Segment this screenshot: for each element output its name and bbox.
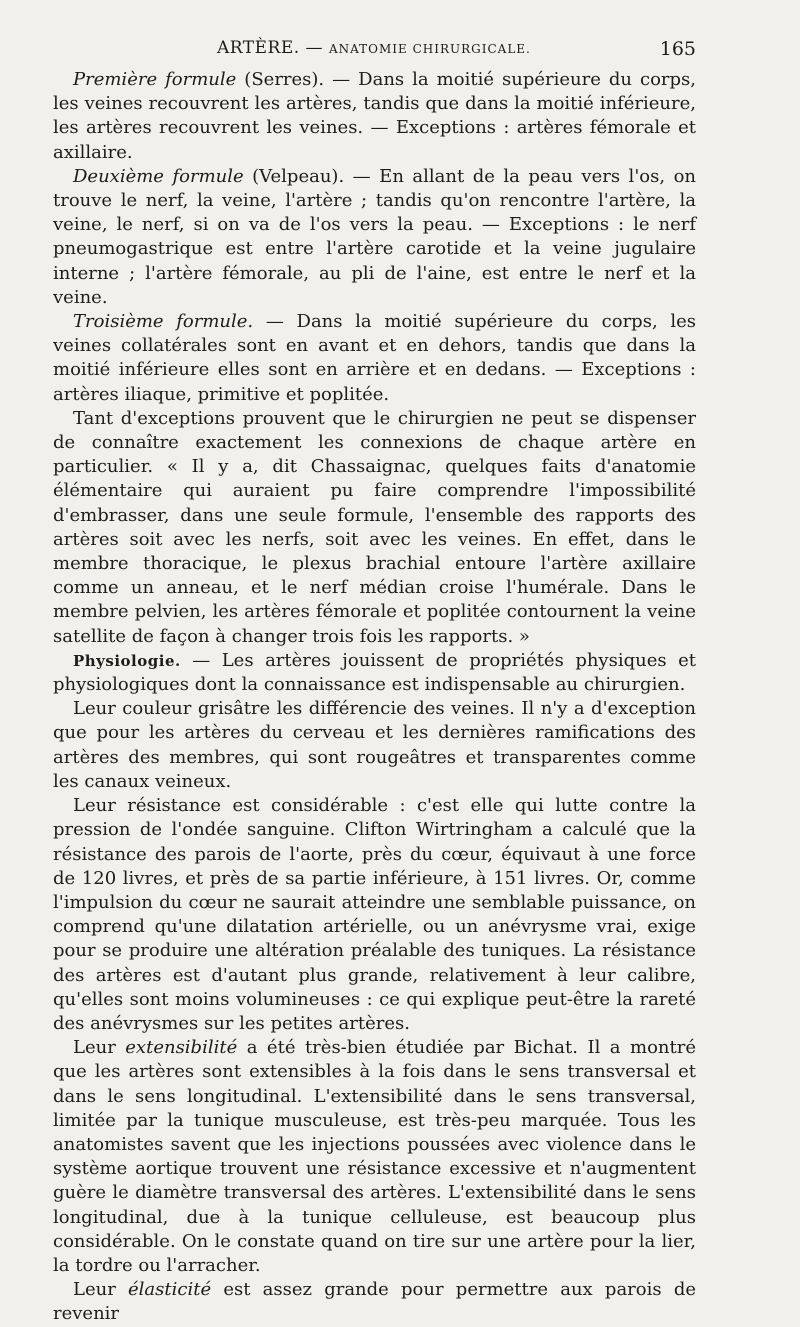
paragraph-deuxieme-formule: Deuxième formule (Velpeau). — En allant de la peau vers l'os, on trouve le nerf, la veine, l'artère ; tandis qu'on rencontre l'artère, la veine, le nerf, si on va de l'os vers la peau. — Exceptions : le nerf pneumogastrique est entre l'artère carotide et la veine jugulaire interne ; l'artère fémorale, au pli de l'aine, est entre le nerf et la veine. xyxy=(53,165,696,308)
paragraph-resistance: Leur résistance est considérable : c'est elle qui lutte contre la pression de l'ondée sanguine. Clifton Wirtringham a calculé que la résistance des parois de l'aorte, près du cœur, équivaut à une force de 120 livres, et près de sa partie inférieure, à 151 livres. Or, comme l'impulsion du cœur ne saurait atteindre une semblable puissance, on comprend qu'une dilatation artérielle, ou un anévrysme vrai, exige pour se produire une altération préalable des tuniques. La résistance des artères est d'autant plus grande, relativement à leur calibre, qu'elles sont moins volumineuses : ce qui explique peut-être la rareté des anévrysmes sur les petites artères. xyxy=(53,795,696,1034)
page-number: 165 xyxy=(659,38,696,60)
running-header xyxy=(53,38,696,68)
paragraph-premiere-formule: Première formule (Serres). — Dans la moitié supérieure du corps, les veines recouvrent les artères, tandis que dans la moitié inférieure, les artères recouvrent les veines. — Exceptions : artères fémorale et axillaire. xyxy=(53,69,696,163)
paragraph-extensibilite: Leur extensibilité a été très-bien étudiée par Bichat. Il a montré que les artères sont extensibles à la fois dans le sens transversal et dans le sens longitudinal. L'extensibilité dans le sens transversal, limitée par la tunique musculeuse, est très-peu marquée. Tous les anatomistes savent que les injections poussées avec violence dans le système aortique trouvent une résistance excessive et n'augmentent guère le diamètre transversal des artères. L'extensibilité dans le sens longitudinal, due à la tunique celluleuse, est beaucoup plus considérable. On le constate quand on tire sur une artère pour la lier, la tordre ou l'arracher. xyxy=(53,1037,696,1276)
running-title: ARTÈRE. — ANATOMIE CHIRURGICALE. xyxy=(217,38,531,58)
paragraph-physiologie: Physiologie. — Les artères jouissent de propriétés physiques et physiologiques dont la connaissance est indispensable au chirurgien. xyxy=(53,649,696,696)
paragraph-elasticite: Leur élasticité est assez grande pour permettre aux parois de revenir xyxy=(53,1279,696,1325)
paragraph-exceptions: Tant d'exceptions prouvent que le chirurgien ne peut se dispenser de connaître exactement les connexions de chaque artère en particulier. « Il y a, dit Chassaignac, quelques faits d'anatomie élémentaire qui auraient pu faire comprendre l'impossibilité d'embrasser, dans une seule formule, l'ensemble des rapports des artères soit avec les nerfs, soit avec les veines. En effet, dans le membre thoracique, le plexus brachial entoure l'artère axillaire comme un anneau, et le nerf médian croise l'humérale. Dans le membre pelvien, les artères fémorale et poplitée contournent la veine satellite de façon à changer trois fois les rapports. » xyxy=(53,407,696,647)
paragraph-troisieme-formule: Troisième formule. — Dans la moitié supérieure du corps, les veines collatérales sont en avant et en dehors, tandis que dans la moitié inférieure elles sont en arrière et en dedans. — Exceptions : artères iliaque, primitive et poplitée. xyxy=(53,311,696,405)
paragraph-couleur: Leur couleur grisâtre les différencie des veines. Il n'y a d'exception que pour les artères du cerveau et les dernières ramifications des artères des membres, qui sont rougeâtres et transparentes comme les canaux veineux. xyxy=(53,698,696,792)
page-body xyxy=(53,68,696,1327)
